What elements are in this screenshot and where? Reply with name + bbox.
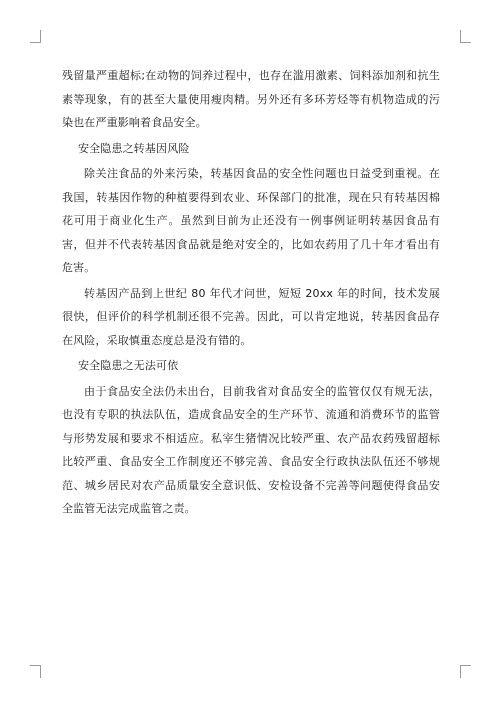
paragraph-gmo-history: 转基因产品到上世纪 80 年代才问世，短短 20xx 年的时间，技术发展很快，但评价的科学机制还很不完善。因此，可以肯定地说，转基因食品存在风险，采取慎重态度总是没有错的。 xyxy=(62,286,440,347)
section-heading-gmo-risk: 安全隐患之转基因风险 xyxy=(78,141,190,155)
crop-mark-bottom-right xyxy=(460,665,471,678)
paragraph-regulation: 由于食品安全法仍未出台，目前我省对食品安全的监管仅仅有规无法，也没有专职的执法队伍，造成食品安全的生产环节、流通和消费环节的监管与形势发展和要求不相适应。私宰生猪情况比较严重、农产品农药残留超标比较严重、食品安全工作制度还不够完善、食品安全行政执法队伍还不够规范、城乡居民对农产品质量安全意识低、安检设备不完善等问题使得食品安全监管无法完成监管之责。 xyxy=(62,384,440,515)
crop-mark-bottom-left xyxy=(30,665,41,678)
document-body xyxy=(62,64,440,521)
paragraph-continued: 残留量严重超标;在动物的饲养过程中，也存在滥用激素、饲料添加剂和抗生素等现象，有的甚至大量使用瘦肉精。另外还有多环芳烃等有机物造成的污染也在严重影响着食品安全。 xyxy=(62,69,440,129)
crop-mark-top-right xyxy=(460,30,471,43)
crop-mark-top-left xyxy=(30,30,41,43)
paragraph-gmo-concern: 除关注食品的外来污染，转基因食品的安全性问题也日益受到重视。在我国，转基因作物的种植要得到农业、环保部门的批准，现在只有转基因棉花可用于商业化生产。虽然到目前为止还没有一例事例证明转基因食品有害，但并不代表转基因食品就是绝对安全的，比如农药用了几十年才看出有危害。 xyxy=(62,167,440,274)
section-heading-no-law: 安全隐患之无法可依 xyxy=(78,359,179,372)
